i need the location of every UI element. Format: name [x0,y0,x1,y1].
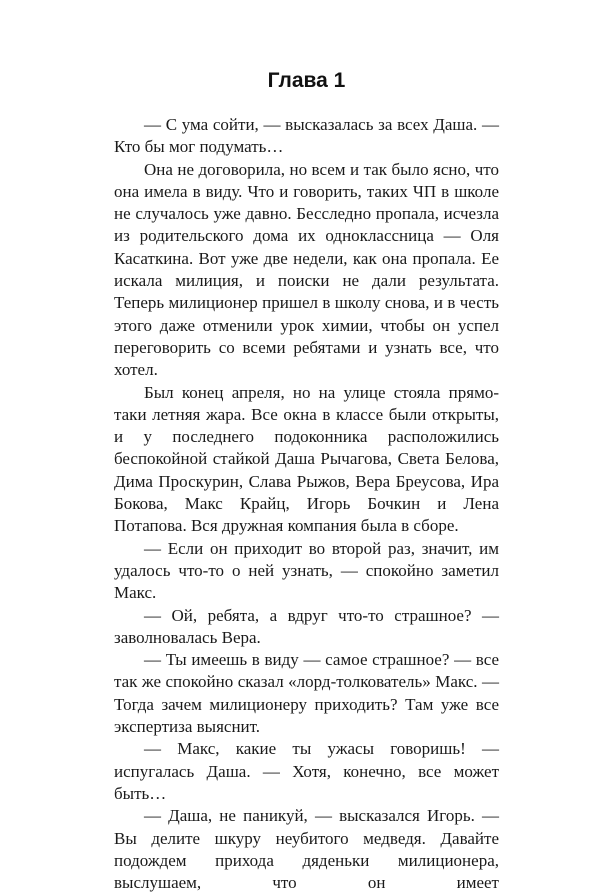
paragraph: Был конец апреля, но на улице стояла прямо-таки летняя жара. Все окна в классе были открыты, и у последнего подоконника расположились беспокойной стайкой Даша Рычагова, Света Белова, Дима Проскурин, Слава Рыжов, Вера Бреусова, Ира Бокова, Макс Крайц, Игорь Бочкин и Лена Потапова. Вся дружная компания была в сборе. [114,382,499,536]
paragraph: — Если он приходит во второй раз, значит, им удалось что-то о ней узнать, — спокойно заметил Макс. [114,538,499,603]
paragraph: — Даша, не паникуй, — высказался Игорь. — Вы делите шкуру неубитого медведя. Давайте подождем прихода дяденьки милиционера, выслушаем, что он имеет [114,806,499,893]
chapter-text [114,114,499,894]
chapter-title: Глава 1 [267,69,346,92]
paragraph: Она не договорила, но всем и так было ясно, что она имела в виду. Что и говорить, таких ЧП в школе не случалось уже давно. Бесследно пропала, исчезла из родительского дома их одноклассница — Оля Касаткина. Вот уже две недели, как она пропала. Ее искала милиция, и поиски не дали результата. Теперь милиционер пришел в школу снова, и в честь этого даже отменили урок химии, чтобы он успел переговорить со всеми ребятами и узнать все, что хотел. [114,159,499,380]
paragraph: — Макс, какие ты ужасы говоришь! — испугалась Даша. — Хотя, конечно, все может быть… [114,739,499,803]
paragraph: — Ты имеешь в виду — самое страшное? — все так же спокойно сказал «лорд-толкователь» Макс. — Тогда зачем милиционеру приходить? Там уже все экспертиза выяснит. [114,650,499,737]
paragraph: — Ой, ребята, а вдруг что-то страшное? — заволновалась Вера. [114,605,499,647]
paragraph: — С ума сойти, — высказалась за всех Даша. — Кто бы мог подумать… [114,115,499,157]
